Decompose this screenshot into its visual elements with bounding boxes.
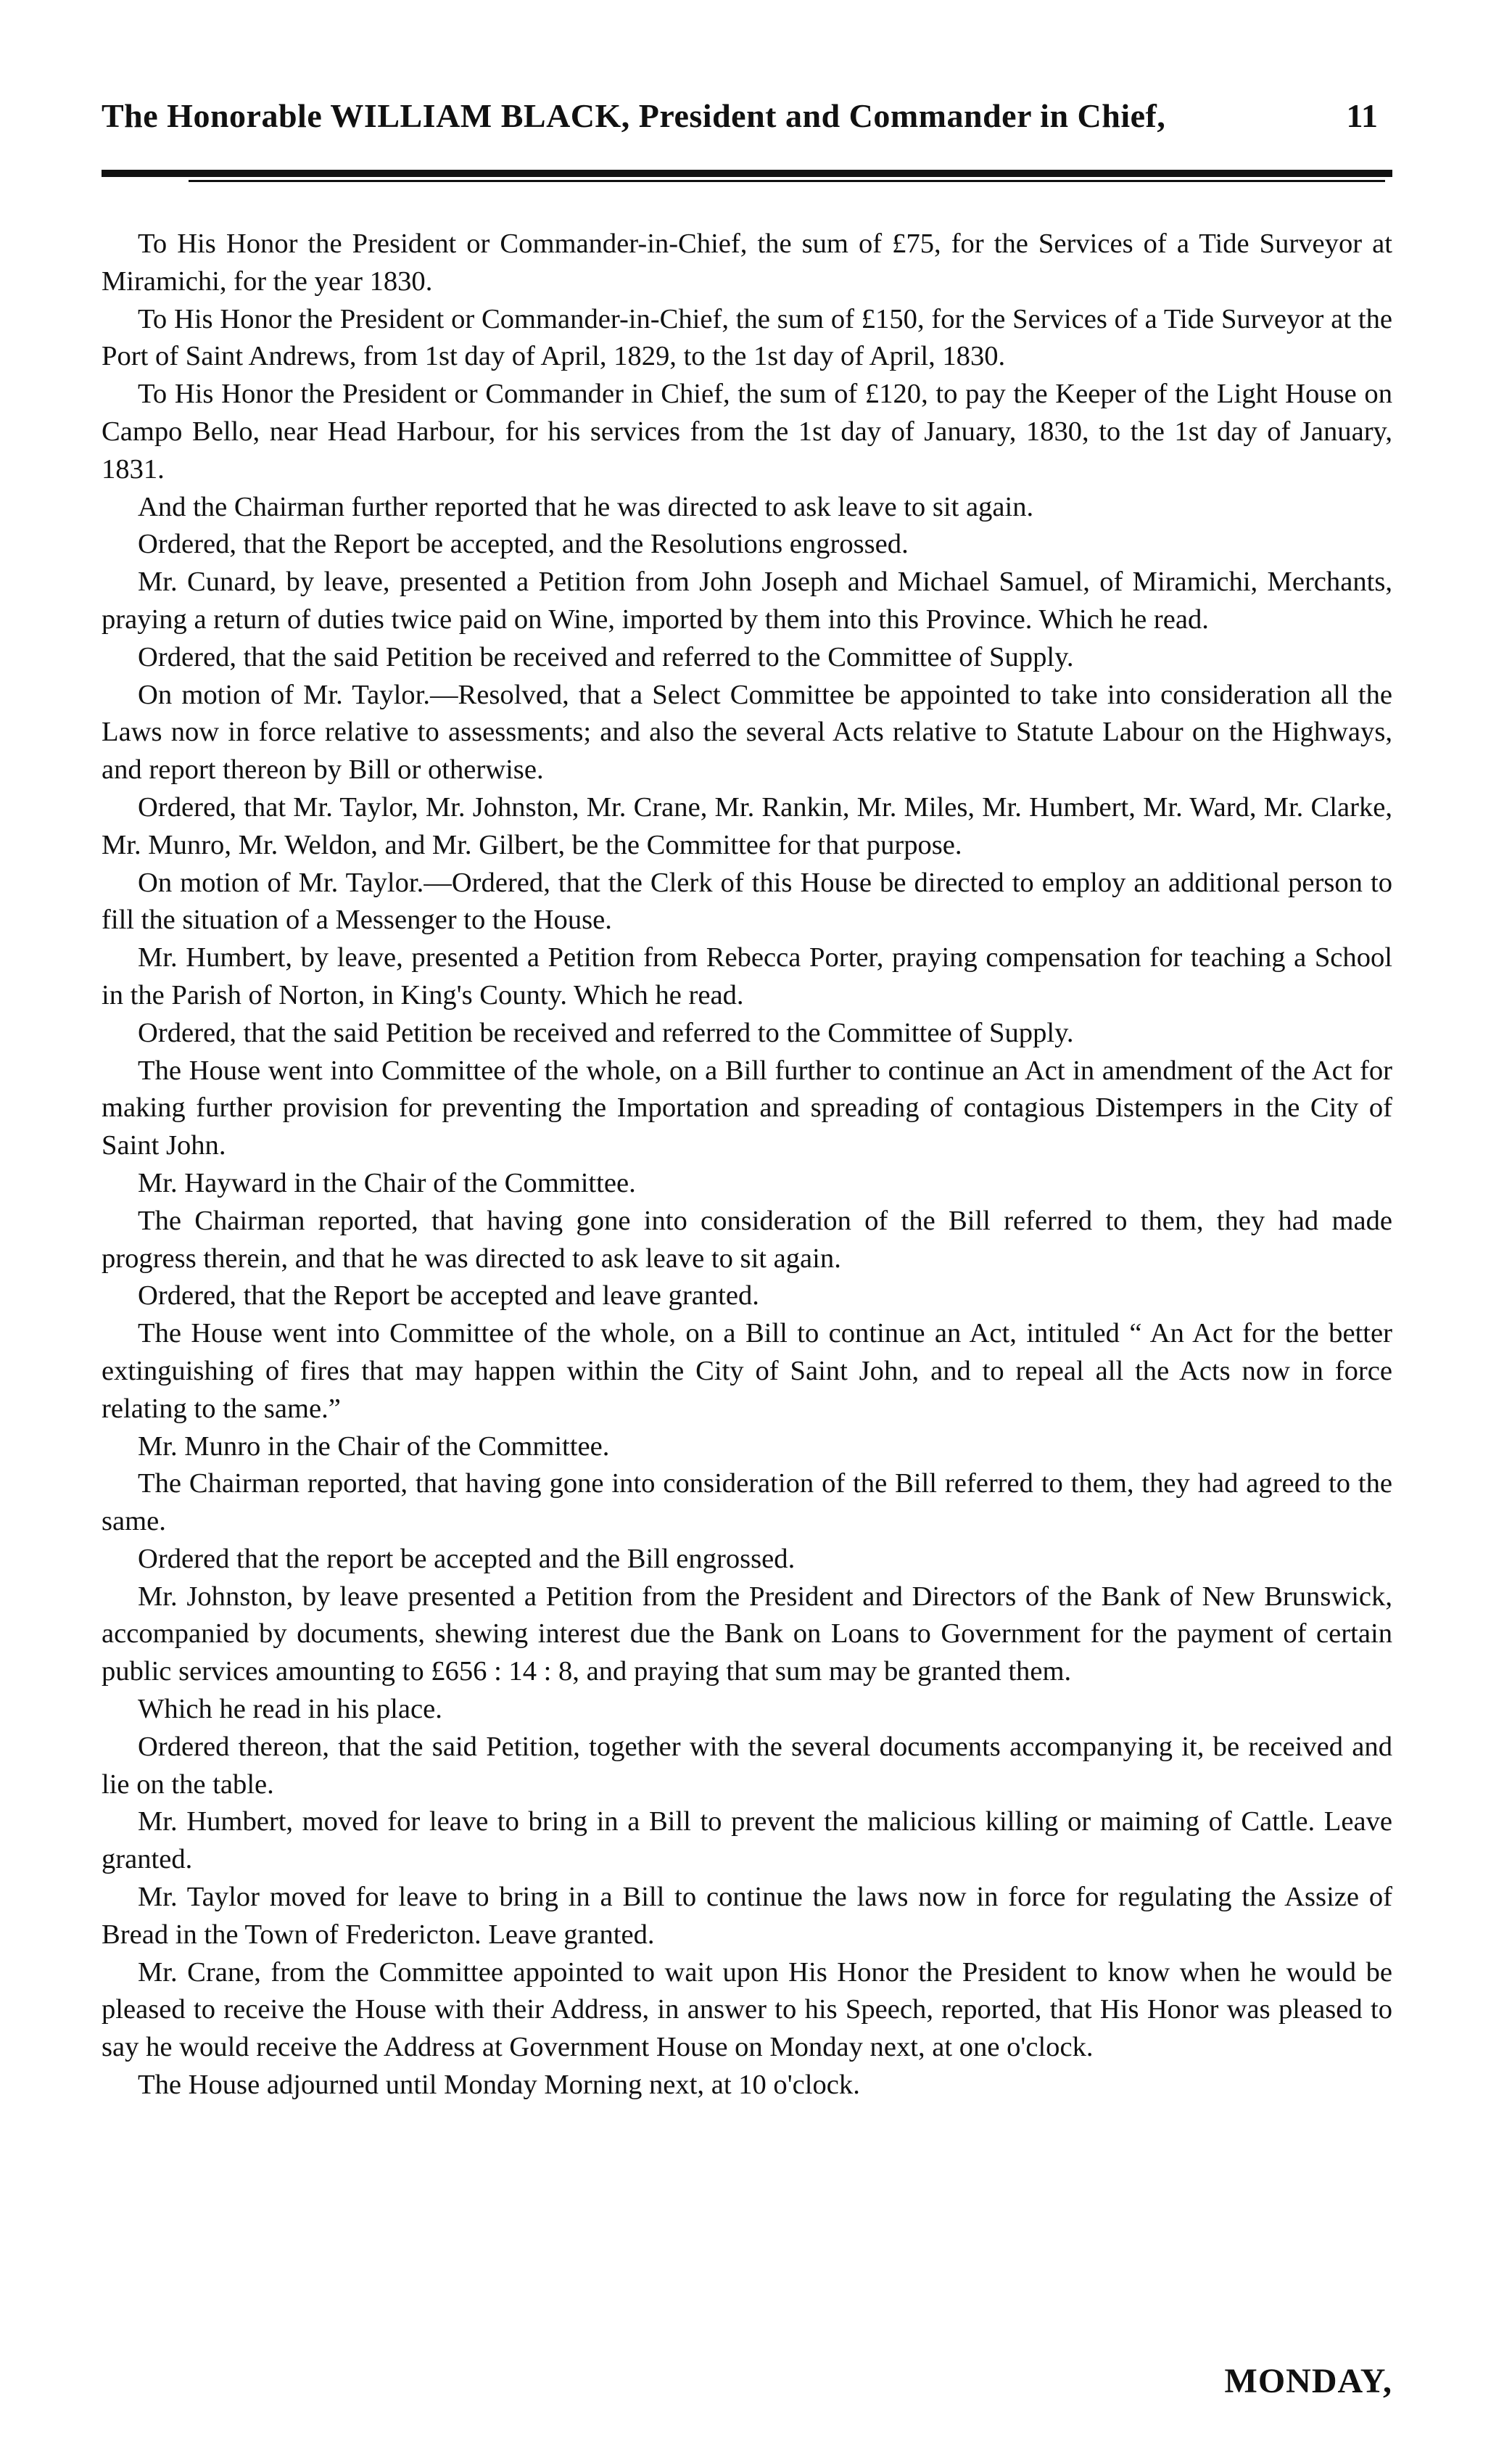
paragraph: On motion of Mr. Taylor.—Ordered, that the Clerk of this House be directed to employ an additional person to fill the situation of a Messenger to the House.: [102, 867, 1392, 936]
paragraph: The House adjourned until Monday Morning next, at 10 o'clock.: [138, 2070, 860, 2101]
paragraph: Ordered, that the Report be accepted, and the Resolutions engrossed.: [138, 529, 909, 560]
page-number: 11: [1346, 97, 1378, 134]
paragraph: Ordered, that the said Petition be received and referred to the Committee of Supply.: [138, 641, 1074, 672]
paragraph: Ordered that the report be accepted and the Bill engrossed.: [138, 1543, 796, 1574]
paragraph: To His Honor the President or Commander-in-Chief, the sum of £75, for the Services of a Tide Surveyor at Miramichi, for the year 1830.: [102, 229, 1392, 297]
paragraph: The Chairman reported, that having gone into consideration of the Bill referred to them, they had agreed to the same.: [102, 1468, 1392, 1537]
paragraph: Mr. Humbert, moved for leave to bring in a Bill to prevent the malicious killing or maiming of Cattle. Leave granted.: [102, 1806, 1392, 1875]
running-head: [102, 94, 1392, 138]
header-rule-thick: [102, 170, 1392, 177]
paragraph: Mr. Humbert, by leave, presented a Petition from Rebecca Porter, praying compensation for teaching a School in the Parish of Norton, in King's County. Which he read.: [102, 942, 1392, 1010]
paragraph: Mr. Munro in the Chair of the Committee.: [138, 1430, 610, 1462]
paragraph: On motion of Mr. Taylor.—Resolved, that a Select Committee be appointed to take into consideration all the Laws now in force relative to assessments; and also the several Acts relative to Statute Labour on the Highways, and report thereon by Bill or otherwise.: [102, 679, 1392, 786]
paragraph: To His Honor the President or Commander in Chief, the sum of £120, to pay the Keeper of the Light House on Campo Bello, near Head Harbour, for his services from the 1st day of January, 1830, to the 1st day of January, 1831.: [102, 379, 1392, 485]
running-title: The Honorable WILLIAM BLACK, President and Commander in Chief,: [102, 97, 1166, 134]
journal-body: [102, 226, 1392, 2104]
paragraph: Ordered thereon, that the said Petition, together with the several documents accompanying it, be received and lie on the table.: [102, 1731, 1392, 1800]
paragraph: The House went into Committee of the whole, on a Bill further to continue an Act in amendment of the Act for making further provision for preventing the Importation and spreading of contagious Distempers in the City of Saint John.: [102, 1055, 1392, 1161]
paragraph: Ordered, that the Report be accepted and leave granted.: [138, 1280, 759, 1312]
paragraph: Mr. Crane, from the Committee appointed to wait upon His Honor the President to know when he would be pleased to receive the House with their Address, in answer to his Speech, reported, that His Honor was pleased to say he would receive the Address at Government House on Monday next, at one o'clock.: [102, 1956, 1392, 2063]
paragraph: Mr. Cunard, by leave, presented a Petition from John Joseph and Michael Samuel, of Miramichi, Merchants, praying a return of duties twice paid on Wine, imported by them into this Province. Which he read.: [102, 567, 1392, 635]
paragraph: Which he read in his place.: [138, 1694, 442, 1725]
paragraph: Ordered, that the said Petition be received and referred to the Committee of Supply.: [138, 1017, 1074, 1048]
paragraph: And the Chairman further reported that he was directed to ask leave to sit again.: [138, 491, 1034, 522]
catchword: MONDAY,: [1224, 2362, 1392, 2400]
paragraph: The House went into Committee of the whole, on a Bill to continue an Act, intituled “ An Act for the better extinguishing of fires that may happen within the City of Saint John, and to repeal all the Acts now in force relating to the same.”: [102, 1318, 1392, 1424]
header-rule-thin: [189, 180, 1385, 182]
paragraph: The Chairman reported, that having gone into consideration of the Bill referred to them, they had made progress therein, and that he was directed to ask leave to sit again.: [102, 1205, 1392, 1274]
paragraph: Mr. Taylor moved for leave to bring in a Bill to continue the laws now in force for regulating the Assize of Bread in the Town of Fredericton. Leave granted.: [102, 1882, 1392, 1950]
paragraph: Mr. Johnston, by leave presented a Petition from the President and Directors of the Bank of New Brunswick, accompanied by documents, shewing interest due the Bank on Loans to Government for the payment of certain public services amounting to £656 : 14 : 8, and praying that sum may be granted them.: [102, 1581, 1392, 1687]
paragraph: Ordered, that Mr. Taylor, Mr. Johnston, Mr. Crane, Mr. Rankin, Mr. Miles, Mr. Humbert, Mr. Ward, Mr. Clarke, Mr. Munro, Mr. Weldon, and Mr. Gilbert, be the Committee for that purpose.: [102, 791, 1392, 860]
paragraph: Mr. Hayward in the Chair of the Committee.: [138, 1167, 636, 1198]
paragraph: To His Honor the President or Commander-in-Chief, the sum of £150, for the Services of a Tide Surveyor at the Port of Saint Andrews, from 1st day of April, 1829, to the 1st day of April, 1830.: [102, 303, 1392, 372]
page: [102, 94, 1392, 2104]
